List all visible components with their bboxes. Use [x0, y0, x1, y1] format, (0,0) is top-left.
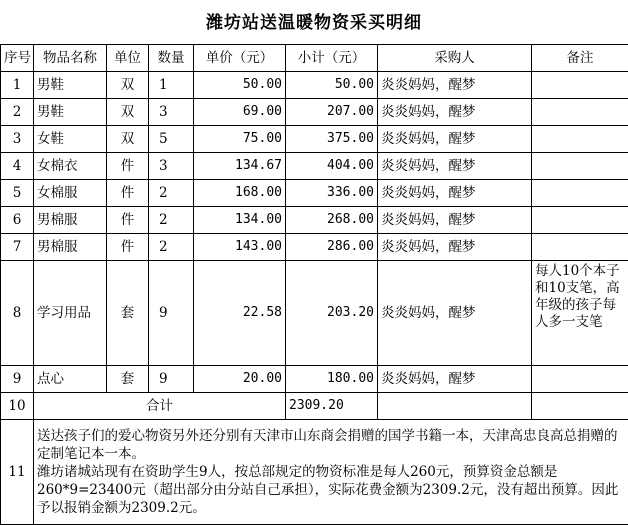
cell-name: 女棉衣	[34, 153, 107, 180]
header-remark: 备注	[532, 45, 628, 72]
cell-remark	[532, 126, 628, 153]
purchase-table	[0, 44, 628, 525]
cell-buyer: 炎炎妈妈，醒梦	[378, 234, 532, 261]
cell-buyer: 炎炎妈妈，醒梦	[378, 261, 532, 366]
cell-seq: 5	[1, 180, 34, 207]
cell-unit: 双	[107, 126, 149, 153]
cell-price: 134.67	[194, 153, 286, 180]
cell-name: 男鞋	[34, 99, 107, 126]
cell-price: 20.00	[194, 366, 286, 393]
cell-qty: 5	[149, 126, 194, 153]
table-row	[1, 72, 628, 99]
cell-subtotal: 180.00	[286, 366, 378, 393]
cell-unit: 件	[107, 207, 149, 234]
cell-seq: 10	[1, 393, 34, 420]
cell-subtotal: 268.00	[286, 207, 378, 234]
footer-note-line1: 送达孩子们的爱心物资另外还分别有天津市山东商会捐赠的国学书籍一本，天津高忠良高总捐赠的定制笔记本一本。	[37, 427, 625, 463]
cell-buyer: 炎炎妈妈，醒梦	[378, 126, 532, 153]
cell-remark	[532, 366, 628, 393]
cell-seq: 7	[1, 234, 34, 261]
cell-subtotal: 203.20	[286, 261, 378, 366]
cell-buyer: 炎炎妈妈，醒梦	[378, 207, 532, 234]
table-row	[1, 153, 628, 180]
cell-seq: 2	[1, 99, 34, 126]
cell-buyer: 炎炎妈妈，醒梦	[378, 366, 532, 393]
cell-remark	[532, 72, 628, 99]
cell-seq: 9	[1, 366, 34, 393]
cell-unit: 双	[107, 72, 149, 99]
total-row	[1, 393, 628, 420]
cell-buyer: 炎炎妈妈，醒梦	[378, 72, 532, 99]
cell-buyer: 炎炎妈妈，醒梦	[378, 180, 532, 207]
cell-qty: 1	[149, 72, 194, 99]
cell-name: 点心	[34, 366, 107, 393]
cell-seq: 8	[1, 261, 34, 366]
cell-seq: 6	[1, 207, 34, 234]
cell-buyer: 炎炎妈妈，醒梦	[378, 99, 532, 126]
cell-unit: 件	[107, 153, 149, 180]
cell-subtotal: 286.00	[286, 234, 378, 261]
cell-price: 75.00	[194, 126, 286, 153]
cell-seq: 1	[1, 72, 34, 99]
cell-remark	[532, 393, 628, 420]
header-seq: 序号	[1, 45, 34, 72]
cell-unit: 双	[107, 99, 149, 126]
table-row	[1, 180, 628, 207]
cell-name: 女鞋	[34, 126, 107, 153]
cell-qty: 2	[149, 180, 194, 207]
cell-subtotal: 207.00	[286, 99, 378, 126]
footer-note-line2: 潍坊诸城站现有在资助学生9人，按总部规定的物资标准是每人260元，预算资金总额是260*9=23400元（超出部分由分站自己承担），实际花费金额为2309.2元，没有超出预算。因此予以报销金额为2309.2元。	[37, 463, 625, 517]
cell-buyer: 炎炎妈妈，醒梦	[378, 153, 532, 180]
cell-subtotal: 336.00	[286, 180, 378, 207]
header-unit: 单位	[107, 45, 149, 72]
cell-remark	[532, 180, 628, 207]
cell-name: 男棉服	[34, 207, 107, 234]
cell-remark: 每人10个本子和10支笔，高年级的孩子每人多一支笔	[532, 261, 628, 366]
table-row	[1, 234, 628, 261]
cell-subtotal: 50.00	[286, 72, 378, 99]
cell-price: 50.00	[194, 72, 286, 99]
cell-price: 69.00	[194, 99, 286, 126]
header-qty: 数量	[149, 45, 194, 72]
footer-note	[34, 420, 628, 525]
sheet-title: 潍坊站送温暖物资采买明细	[0, 8, 628, 33]
cell-price: 143.00	[194, 234, 286, 261]
cell-subtotal: 404.00	[286, 153, 378, 180]
cell-remark	[532, 234, 628, 261]
cell-unit: 套	[107, 366, 149, 393]
cell-price: 134.00	[194, 207, 286, 234]
header-price: 单价（元）	[194, 45, 286, 72]
cell-price: 168.00	[194, 180, 286, 207]
cell-seq: 3	[1, 126, 34, 153]
cell-buyer	[378, 393, 532, 420]
cell-remark	[532, 153, 628, 180]
footer-row	[1, 420, 628, 525]
cell-unit: 件	[107, 234, 149, 261]
table-row	[1, 261, 628, 366]
cell-name: 男鞋	[34, 72, 107, 99]
cell-qty: 2	[149, 207, 194, 234]
cell-subtotal: 375.00	[286, 126, 378, 153]
table-row	[1, 126, 628, 153]
cell-name: 女棉服	[34, 180, 107, 207]
cell-qty: 3	[149, 153, 194, 180]
cell-remark	[532, 207, 628, 234]
cell-name: 学习用品	[34, 261, 107, 366]
cell-qty: 2	[149, 234, 194, 261]
cell-name: 男棉服	[34, 234, 107, 261]
cell-seq: 11	[1, 420, 34, 525]
cell-qty: 9	[149, 261, 194, 366]
header-name: 物品名称	[34, 45, 107, 72]
cell-unit: 套	[107, 261, 149, 366]
cell-unit: 件	[107, 180, 149, 207]
total-label: 合计	[34, 393, 286, 420]
cell-price: 22.58	[194, 261, 286, 366]
header-row	[1, 45, 628, 72]
cell-qty: 9	[149, 366, 194, 393]
total-amount: 2309.20	[286, 393, 378, 420]
cell-remark	[532, 99, 628, 126]
cell-qty: 3	[149, 99, 194, 126]
cell-seq: 4	[1, 153, 34, 180]
table-row	[1, 207, 628, 234]
header-buyer: 采购人	[378, 45, 532, 72]
table-row	[1, 99, 628, 126]
table-row	[1, 366, 628, 393]
header-subtotal: 小计（元）	[286, 45, 378, 72]
